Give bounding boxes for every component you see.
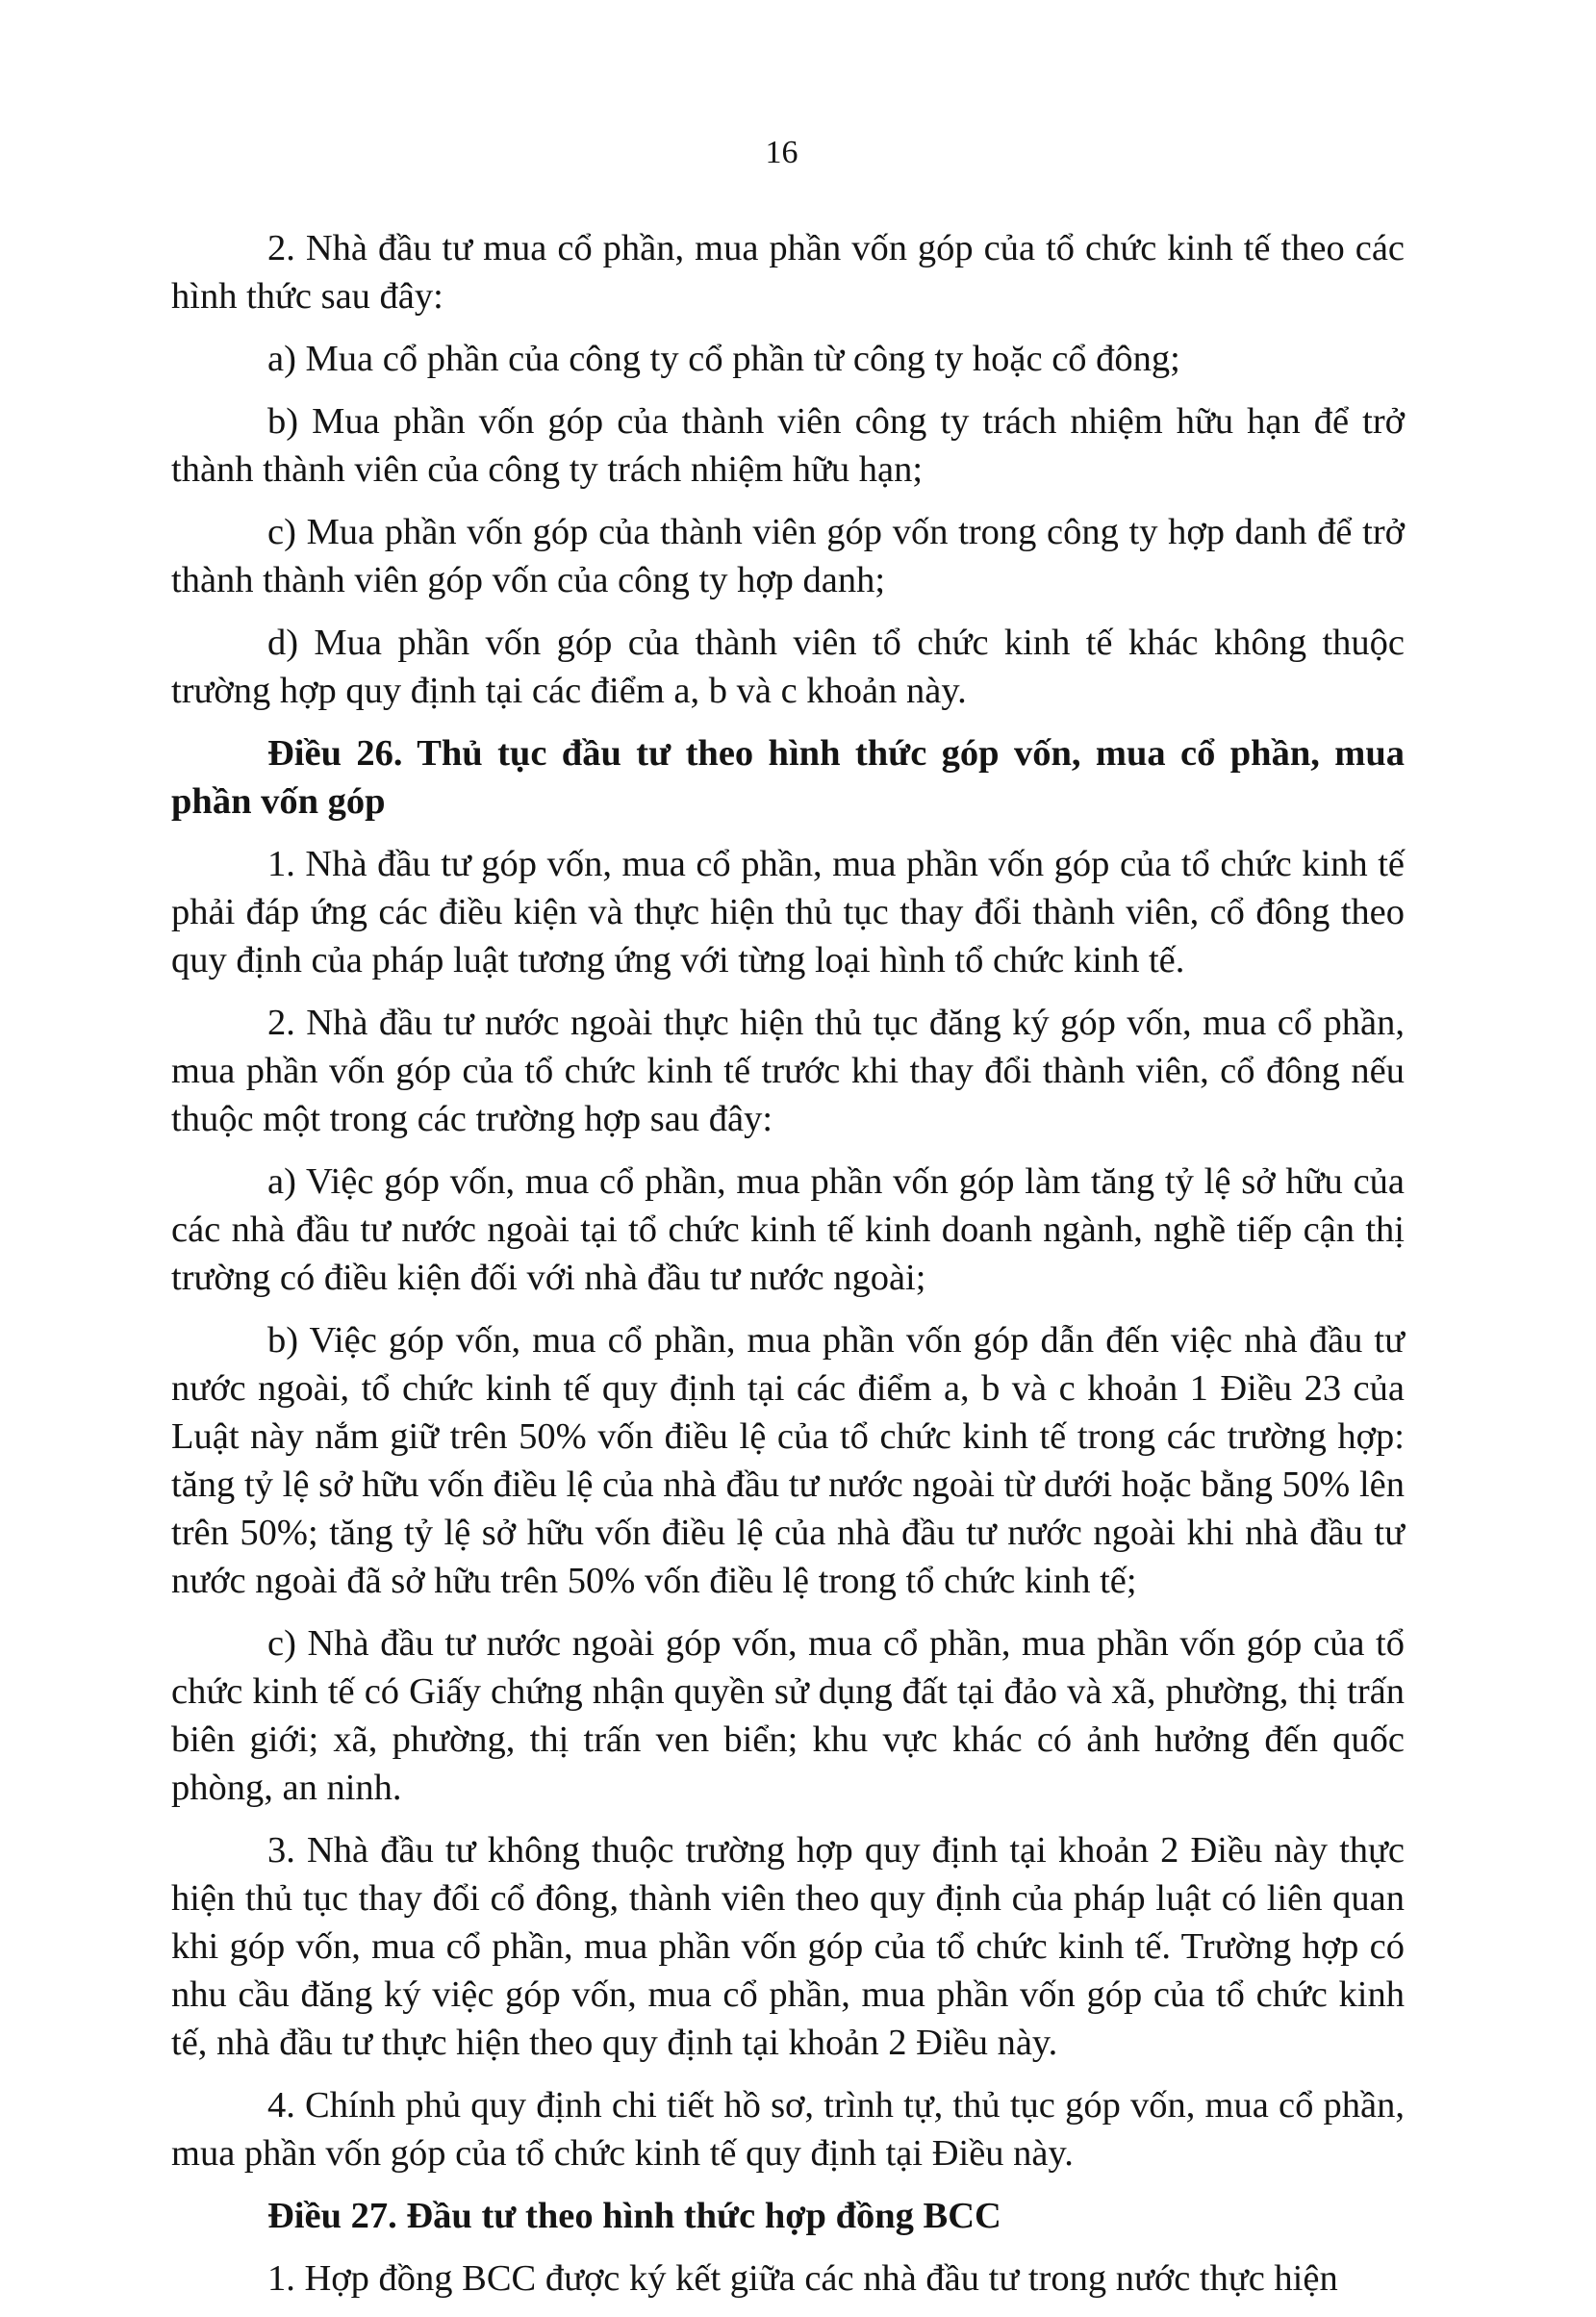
article-heading: Điều 27. Đầu tư theo hình thức hợp đồng BCC (267, 2196, 1001, 2236)
paragraph: 4. Chính phủ quy định chi tiết hồ sơ, trình tự, thủ tục góp vốn, mua cổ phần, mua phần vốn góp của tổ chức kinh tế quy định tại Điều này. (171, 2085, 1405, 2174)
paragraph: a) Mua cổ phần của công ty cổ phần từ công ty hoặc cổ đông; (267, 339, 1180, 379)
paragraph: b) Mua phần vốn góp của thành viên công ty trách nhiệm hữu hạn để trở thành thành viên của công ty trách nhiệm hữu hạn; (171, 401, 1405, 490)
paragraph: 1. Hợp đồng BCC được ký kết giữa các nhà đầu tư trong nước thực hiện (267, 2258, 1338, 2299)
paragraph: a) Việc góp vốn, mua cổ phần, mua phần vốn góp làm tăng tỷ lệ sở hữu của các nhà đầu tư nước ngoài tại tổ chức kinh tế kinh doanh ngành, nghề tiếp cận thị trường có điều kiện đối với nhà đầu tư nước ngoài; (171, 1161, 1405, 1298)
paragraph: c) Nhà đầu tư nước ngoài góp vốn, mua cổ phần, mua phần vốn góp của tổ chức kinh tế có Giấy chứng nhận quyền sử dụng đất tại đảo và xã, phường, thị trấn biên giới; xã, phường, thị trấn ven biển; khu vực khác có ảnh hưởng đến quốc phòng, an ninh. (171, 1623, 1405, 1808)
paragraph: 1. Nhà đầu tư góp vốn, mua cổ phần, mua phần vốn góp của tổ chức kinh tế phải đáp ứng các điều kiện và thực hiện thủ tục thay đổi thành viên, cổ đông theo quy định của pháp luật tương ứng với từng loại hình tổ chức kinh tế. (171, 844, 1405, 980)
document-body (171, 224, 1405, 2317)
paragraph: 2. Nhà đầu tư mua cổ phần, mua phần vốn góp của tổ chức kinh tế theo các hình thức sau đây: (171, 228, 1405, 317)
paragraph: d) Mua phần vốn góp của thành viên tổ chức kinh tế khác không thuộc trường hợp quy định tại các điểm a, b và c khoản này. (171, 623, 1405, 711)
paragraph: b) Việc góp vốn, mua cổ phần, mua phần vốn góp dẫn đến việc nhà đầu tư nước ngoài, tổ chức kinh tế quy định tại các điểm a, b và c khoản 1 Điều 23 của Luật này nắm giữ trên 50% vốn điều lệ của tổ chức kinh tế trong các trường hợp: tăng tỷ lệ sở hữu vốn điều lệ của nhà đầu tư nước ngoài từ dưới hoặc bằng 50% lên trên 50%; tăng tỷ lệ sở hữu vốn điều lệ của nhà đầu tư nước ngoài khi nhà đầu tư nước ngoài đã sở hữu trên 50% vốn điều lệ trong tổ chức kinh tế; (171, 1320, 1405, 1601)
page-number: 16 (765, 135, 798, 170)
article-heading: Điều 26. Thủ tục đầu tư theo hình thức góp vốn, mua cổ phần, mua phần vốn góp (171, 733, 1405, 822)
paragraph: c) Mua phần vốn góp của thành viên góp vốn trong công ty hợp danh để trở thành thành viên góp vốn của công ty hợp danh; (171, 512, 1405, 600)
paragraph: 3. Nhà đầu tư không thuộc trường hợp quy định tại khoản 2 Điều này thực hiện thủ tục thay đổi cổ đông, thành viên theo quy định của pháp luật có liên quan khi góp vốn, mua cổ phần, mua phần vốn góp của tổ chức kinh tế. Trường hợp có nhu cầu đăng ký việc góp vốn, mua cổ phần, mua phần vốn góp của tổ chức kinh tế, nhà đầu tư thực hiện theo quy định tại khoản 2 Điều này. (171, 1830, 1405, 2063)
paragraph: 2. Nhà đầu tư nước ngoài thực hiện thủ tục đăng ký góp vốn, mua cổ phần, mua phần vốn góp của tổ chức kinh tế trước khi thay đổi thành viên, cổ đông nếu thuộc một trong các trường hợp sau đây: (171, 1003, 1405, 1139)
